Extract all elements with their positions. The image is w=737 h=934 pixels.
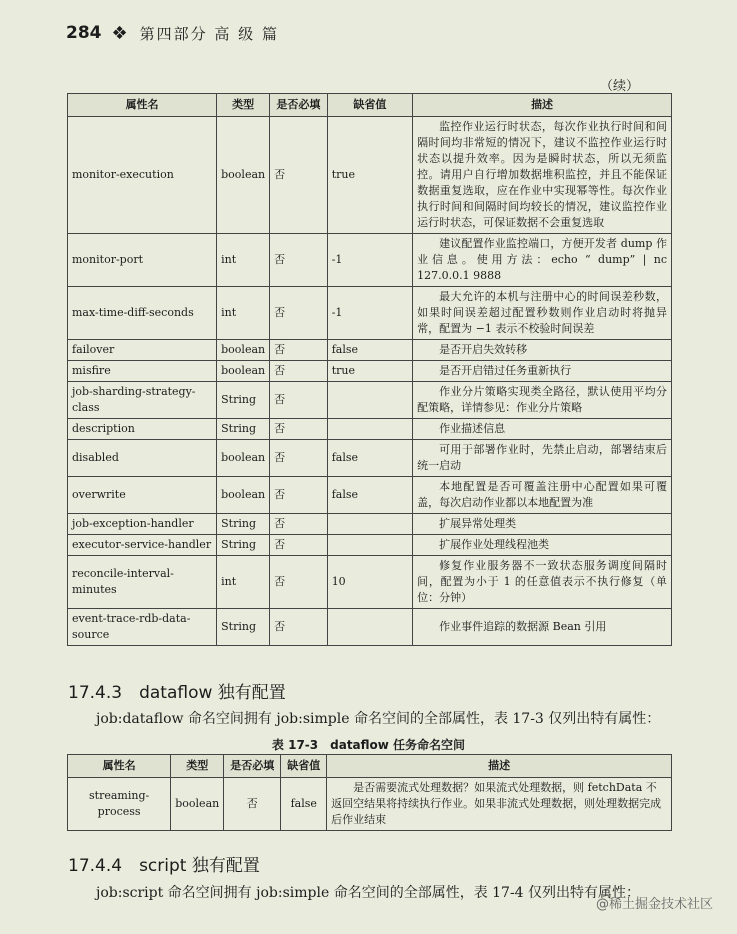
cell-name: misfire	[68, 361, 217, 382]
col-header-name: 属性名	[68, 94, 217, 117]
cell-desc: 建议配置作业监控端口，方便开发者 dump 作业信息。使用方法：echo “ dump” | nc 127.0.0.1 9888	[413, 234, 672, 287]
cell-default	[327, 514, 412, 535]
cell-type: String	[217, 535, 270, 556]
table-row	[68, 609, 672, 646]
cell-default: false	[327, 340, 412, 361]
part-title: 第四部分 高 级 篇	[139, 24, 279, 43]
cell-type: boolean	[217, 117, 270, 234]
paragraph-dataflow: job:dataflow 命名空间拥有 job:simple 命名空间的全部属性，表 17-3 仅列出特有属性：	[96, 711, 661, 727]
cell-type: boolean	[217, 361, 270, 382]
page-number: 284	[66, 23, 102, 43]
cell-required: 否	[270, 609, 328, 646]
cell-default	[327, 535, 412, 556]
cell-desc: 扩展异常处理类	[413, 514, 672, 535]
cell-name: monitor-execution	[68, 117, 217, 234]
cell-type: boolean	[171, 778, 224, 831]
cell-name: executor-service-handler	[68, 535, 217, 556]
cell-default	[327, 609, 412, 646]
cell-name: event-trace-rdb-data-source	[68, 609, 217, 646]
cell-type: int	[217, 287, 270, 340]
cell-name: disabled	[68, 440, 217, 477]
cell-desc: 作业分片策略实现类全路径，默认使用平均分配策略，详情参见：作业分片策略	[413, 382, 672, 419]
cell-default: false	[327, 477, 412, 514]
cell-type: boolean	[217, 440, 270, 477]
table-row	[68, 234, 672, 287]
cell-required: 否	[270, 556, 328, 609]
section-title-script: 17.4.4 script 独有配置	[68, 856, 260, 876]
cell-desc: 最大允许的本机与注册中心的时间误差秒数，如果时间误差超过配置秒数则作业启动时将抛异常，配置为 −1 表示不校验时间误差	[413, 287, 672, 340]
table-row	[68, 440, 672, 477]
cell-desc: 是否开启错过任务重新执行	[413, 361, 672, 382]
cell-desc: 本地配置是否可覆盖注册中心配置如果可覆盖，每次启动作业都以本地配置为准	[413, 477, 672, 514]
cell-type: int	[217, 234, 270, 287]
cell-name: reconcile-interval-minutes	[68, 556, 217, 609]
cell-type: String	[217, 382, 270, 419]
cell-desc: 可用于部署作业时，先禁止启动，部署结束后统一启动	[413, 440, 672, 477]
cell-desc: 作业描述信息	[413, 419, 672, 440]
cell-type: String	[217, 419, 270, 440]
cell-required: 否	[270, 382, 328, 419]
col-header-required: 是否必填	[270, 94, 328, 117]
cell-desc: 是否开启失效转移	[413, 340, 672, 361]
cell-default	[327, 382, 412, 419]
cell-name: description	[68, 419, 217, 440]
table-row	[68, 361, 672, 382]
diamond-icon: ❖	[111, 22, 128, 44]
col-header-default: 缺省值	[327, 94, 412, 117]
cell-default: -1	[327, 287, 412, 340]
cell-default: false	[327, 440, 412, 477]
table-header-row	[68, 94, 672, 117]
col-header-required: 是否必填	[224, 755, 281, 778]
cell-type: boolean	[217, 477, 270, 514]
table-row	[68, 535, 672, 556]
cell-required: 否	[270, 287, 328, 340]
col-header-name: 属性名	[68, 755, 171, 778]
cell-default: true	[327, 361, 412, 382]
cell-default	[327, 419, 412, 440]
table-row	[68, 287, 672, 340]
attributes-table	[67, 93, 672, 646]
cell-name: monitor-port	[68, 234, 217, 287]
cell-desc: 是否需要流式处理数据？如果流式处理数据，则 fetchData 不返回空结果将持续执行作业。如果非流式处理数据，则处理数据完成后作业结束	[327, 778, 672, 831]
col-header-type: 类型	[217, 94, 270, 117]
cell-type: boolean	[217, 340, 270, 361]
cell-required: 否	[270, 340, 328, 361]
cell-required: 否	[270, 117, 328, 234]
cell-default: false	[281, 778, 327, 831]
cell-desc: 扩展作业处理线程池类	[413, 535, 672, 556]
cell-default: 10	[327, 556, 412, 609]
watermark: @稀土掘金技术社区	[595, 897, 713, 912]
cell-default: -1	[327, 234, 412, 287]
col-header-default: 缺省值	[281, 755, 327, 778]
section-title-dataflow: 17.4.3 dataflow 独有配置	[68, 683, 286, 703]
col-header-desc: 描述	[413, 94, 672, 117]
table-header-row	[68, 755, 672, 778]
cell-name: job-sharding-strategy-class	[68, 382, 217, 419]
cell-required: 否	[270, 514, 328, 535]
table-row	[68, 514, 672, 535]
cell-type: String	[217, 514, 270, 535]
cell-type: int	[217, 556, 270, 609]
col-header-desc: 描述	[327, 755, 672, 778]
cell-required: 否	[270, 361, 328, 382]
cell-desc: 作业事件追踪的数据源 Bean 引用	[413, 609, 672, 646]
cell-required: 否	[270, 419, 328, 440]
cell-name: failover	[68, 340, 217, 361]
continued-label: （续）	[599, 79, 639, 94]
dataflow-table	[67, 754, 672, 831]
paragraph-script: job:script 命名空间拥有 job:simple 命名空间的全部属性，表 17-4 仅列出特有属性：	[96, 885, 641, 901]
table-row	[68, 477, 672, 514]
table-row	[68, 117, 672, 234]
cell-required: 否	[270, 440, 328, 477]
table-caption: 表 17-3 dataflow 任务命名空间	[271, 738, 466, 752]
cell-name: job-exception-handler	[68, 514, 217, 535]
table-row	[68, 382, 672, 419]
table-row	[68, 419, 672, 440]
cell-desc: 监控作业运行时状态，每次作业执行时间和间隔时间均非常短的情况下，建议不监控作业运行时状态以提升效率。因为是瞬时状态，所以无须监控。请用户自行增加数据堆积监控，并且不能保证数据重复选取，应在作业中实现幂等性。每次作业执行时间和间隔时间均较长的情况，建议监控作业运行时状态，可保证数据不会重复选取	[413, 117, 672, 234]
cell-name: overwrite	[68, 477, 217, 514]
cell-desc: 修复作业服务器不一致状态服务调度间隔时间，配置为小于 1 的任意值表示不执行修复（单位：分钟）	[413, 556, 672, 609]
cell-required: 否	[270, 234, 328, 287]
cell-required: 否	[270, 535, 328, 556]
cell-type: String	[217, 609, 270, 646]
cell-required: 否	[224, 778, 281, 831]
cell-required: 否	[270, 477, 328, 514]
cell-name: max-time-diff-seconds	[68, 287, 217, 340]
table-row	[68, 778, 672, 831]
cell-default: true	[327, 117, 412, 234]
page-header	[66, 18, 686, 48]
col-header-type: 类型	[171, 755, 224, 778]
table-row	[68, 340, 672, 361]
cell-name: streaming-process	[68, 778, 171, 831]
table-row	[68, 556, 672, 609]
